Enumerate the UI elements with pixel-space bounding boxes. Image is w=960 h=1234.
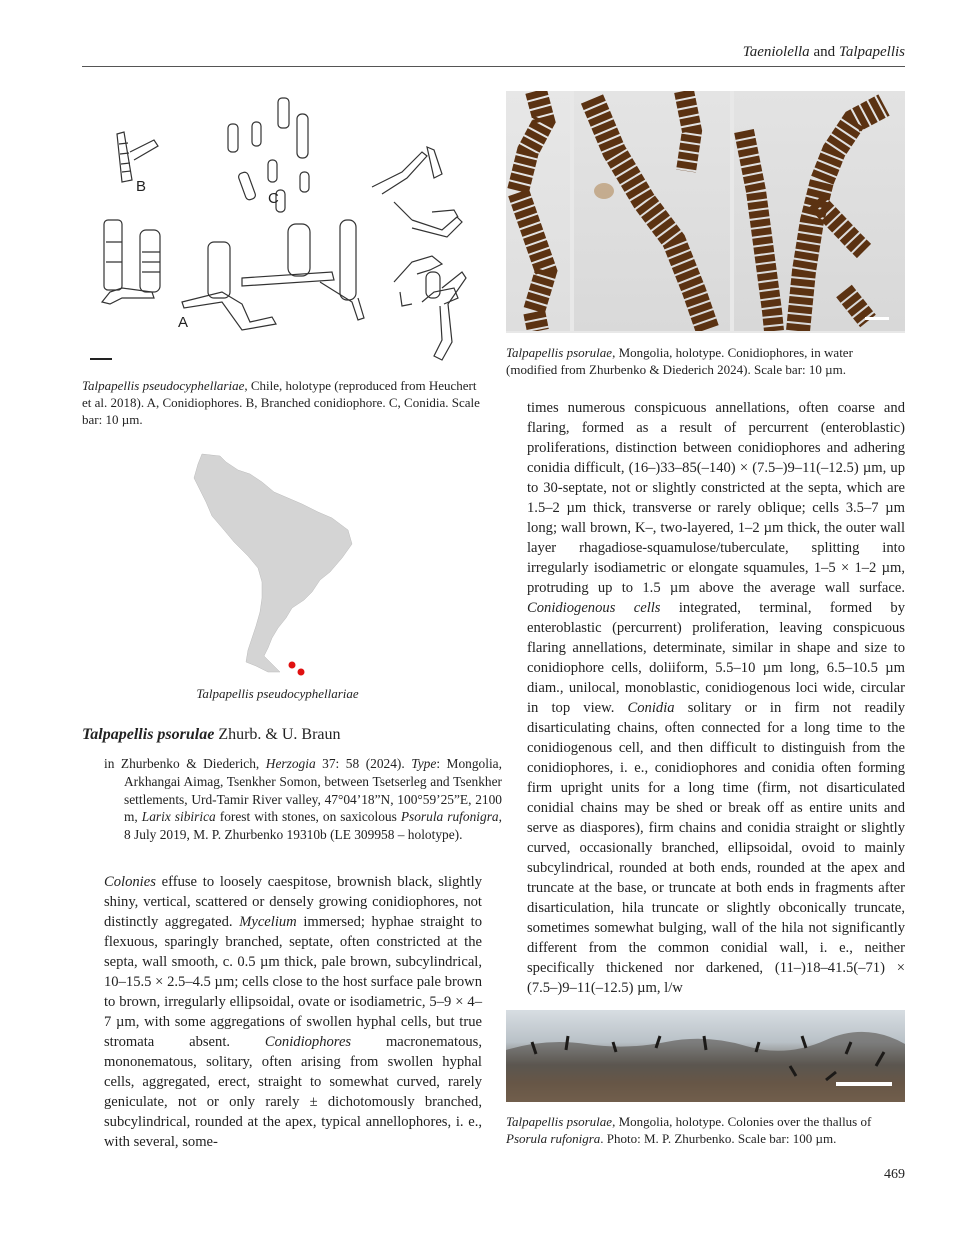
conidiophore-drawing bbox=[82, 92, 482, 370]
citation-larix: Larix sibirica bbox=[141, 809, 216, 825]
left-text-2: immersed; hyphae straight to flexuous, sparingly branched, septate, often constricted at the septa, wall smooth, c. 0.5 µm thick, pale brown, subcylindrical, 10–15.5 × 2.5–4.5 µm; cells close to the host surface pale brown to brown, irregularly ellipsoidal, ovate or isodiametric, 5–9 × 4–7 µm, with some aggregations of swollen hyphal cells, but true stromata absent. bbox=[104, 914, 483, 1050]
right-text-3: solitary or in firm not readily disarticulating chains, often connected for a long time to the conidiogenous cell, and then difficult to distinguish from the conidiophores, i. e., conidiophores and conidia often forming firm upright units for a long time (firm, not disarticulated conidial chains may be shed or break off as entire units and serve as diaspores), firm chains and conidia straight or slightly curved, occasionally branched, ellipsoidal, ovoid to mainly subcylindrical, rounded at both ends, rounded at the apex and truncate at the base, or truncate at both ends in fragments after disarticulation, hila truncate or slightly obconically truncate, sometimes somewhat bulging, wall of the hila not significantly different from the common conidial wall, i. e., neither specifically thickened nor darkened, (11–)18–41.5(–71) × (7.5–)9–11(–12.5) µm, l/w bbox=[527, 700, 906, 996]
citation-text-1: in Zhurbenko & Diederich, bbox=[104, 756, 266, 771]
header-conjunction: and bbox=[809, 44, 839, 60]
scale-bar bbox=[865, 317, 889, 320]
conidiophore-micrograph bbox=[506, 91, 905, 333]
right-text-1: times numerous conspicuous annellations, often coarse and flaring, formed as a result of percurrent (enteroblastic) proliferations, distinction between conidiophores and adhering conidia difficult, (16–)33–85(–140) × (7.5–)9–11(–12.5) µm, up to 30-septate, not or slightly constricted at the septa, which are 1.5–2 µm thick, transverse or rarely oblique; cells 3.5–7 µm long; wall brown, K–, two-layered, 1–2 µm thick, the outer wall layer rhagadiose-squamulose/tuberculate, splitting into irregularly isodiametric or elongate squamules, 1–5 × 1–2 µm, protruding up to 1.5 µm above the average wall surface. bbox=[527, 400, 905, 596]
species-authors: Zhurb. & U. Braun bbox=[214, 726, 341, 743]
left-text-3: macronematous, mononematous, solitary, often arising from swollen hyphal cells, aggregated, erect, straight to somewhat curved, rarely geniculate, not or only rarely ± dichotomously branched, subcylindrical, rounded at the apex, typical annellophores, i. e., with several, some- bbox=[104, 1034, 482, 1150]
colonies-caption-host: Psorula rufonigra bbox=[506, 1131, 601, 1146]
occurrence-marker bbox=[289, 662, 296, 669]
south-america-landmass bbox=[194, 454, 352, 672]
right-text-2: integrated, terminal, formed by enteroblastic (percurrent) proliferation, leaving conspicuous flaring annellations, determinate, similar in shape and size to conidiophore cells, doliiform, 5.5–10 µm long, 6.5–10.5 µm diam., unilocal, monoblastic, conidiogenous loci wide, circular in top view. bbox=[527, 600, 905, 716]
drawing-caption bbox=[82, 377, 482, 428]
scale-bar bbox=[836, 1082, 892, 1086]
citation-journal: Herzogia bbox=[265, 756, 316, 771]
term-conidia: Conidia bbox=[627, 700, 675, 716]
term-mycelium: Mycelium bbox=[239, 914, 297, 930]
hypha-chain-1 bbox=[506, 91, 570, 331]
micrograph-caption bbox=[506, 344, 905, 378]
left-text-1: effuse to loosely caespitose, brownish black, slightly shiny, vertical, scattered or densely growing conidiophores, not distinctly aggregated. bbox=[104, 874, 482, 930]
header-genus-1: Taeniolella bbox=[742, 44, 810, 60]
description-right bbox=[527, 398, 905, 998]
figure-label-c: C bbox=[268, 190, 279, 207]
term-conidiogenous-cells: Conidiogenous cells bbox=[527, 600, 661, 616]
line-drawing-figure bbox=[82, 92, 482, 370]
drawing-caption-species: Talpapellis pseudocyphellariae bbox=[82, 378, 245, 393]
running-header bbox=[82, 44, 905, 67]
distribution-map bbox=[192, 452, 362, 680]
colonies-caption-species: Talpapellis psorulae bbox=[506, 1114, 613, 1129]
south-america-map bbox=[192, 452, 362, 680]
citation-psorula: Psorula rufonigra bbox=[400, 809, 499, 825]
colonies-caption bbox=[506, 1113, 905, 1147]
scale-bar bbox=[90, 358, 112, 360]
drawing-caption-text: , Chile, holotype (reproduced from Heuchert et al. 2018). A, Conidiophores. B, Branched conidiophore. C, Conidia. Scale bar: 10 µm. bbox=[82, 378, 480, 427]
occurrence-marker bbox=[298, 669, 305, 676]
citation-text-3: : Mongolia, Arkhangai Aimag, Tsenkher Somon, between Tsetserleg and Tsenkher settlements, Urd-Tamir River valley, 47°04’18”N, 100°59’25”E, 2100 m, bbox=[124, 756, 502, 825]
micrograph-panel-3 bbox=[734, 91, 905, 331]
citation-text-2: 37: 58 (2024). bbox=[315, 756, 412, 771]
micrograph-caption-species: Talpapellis psorulae bbox=[506, 345, 613, 360]
species-heading bbox=[82, 726, 482, 744]
page-number: 469 bbox=[884, 1167, 905, 1182]
colonies-texture bbox=[506, 1010, 905, 1102]
citation-text-5: , 8 July 2019, M. P. Zhurbenko 19310b (LE 309958 – holotype). bbox=[124, 809, 502, 843]
citation-text-4: forest with stones, on saxicolous bbox=[215, 809, 401, 825]
micrograph-caption-text: , Mongolia, holotype. Conidiophores, in water (modified from Zhurbenko & Diederich 2024). Scale bar: 10 µm. bbox=[506, 345, 853, 377]
description-left bbox=[104, 872, 482, 1152]
figure-label-a: A bbox=[178, 314, 189, 331]
header-genus-2: Talpapellis bbox=[838, 44, 905, 60]
map-label bbox=[160, 685, 395, 702]
term-colonies: Colonies bbox=[104, 874, 156, 890]
figure-label-b: B bbox=[136, 178, 147, 195]
term-conidiophores: Conidiophores bbox=[264, 1034, 352, 1050]
species-name: Talpapellis psorulae bbox=[82, 726, 215, 743]
micrograph-panel-2 bbox=[574, 91, 730, 331]
colonies-caption-mid: , Mongolia, holotype. Colonies over the thallus of bbox=[612, 1114, 872, 1129]
hypha-chain-3 bbox=[734, 91, 905, 331]
micrograph-panel-1 bbox=[506, 91, 570, 331]
colonies-caption-end: . Photo: M. P. Zhurbenko. Scale bar: 100 µm. bbox=[600, 1131, 837, 1146]
hypha-chain-2 bbox=[574, 91, 730, 331]
citation-type-label: Type bbox=[411, 756, 437, 771]
colonies-photo bbox=[506, 1010, 905, 1102]
map-label-text: Talpapellis pseudocyphellariae bbox=[196, 686, 359, 701]
type-citation bbox=[104, 755, 502, 844]
